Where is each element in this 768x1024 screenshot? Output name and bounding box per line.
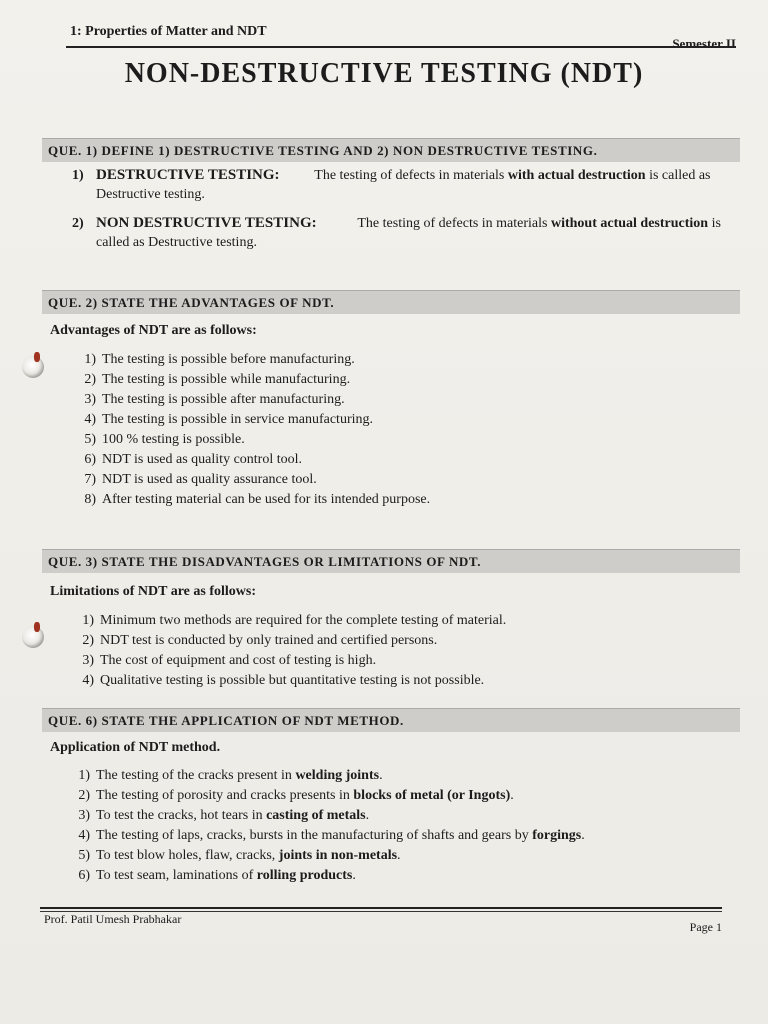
definition-bold: without actual destruction — [550, 216, 709, 231]
definition-term: NON DESTRUCTIVE TESTING: — [96, 215, 317, 231]
definition-text-end: is called as Destructive testing. — [96, 216, 721, 250]
definition-text: The testing of defects in materials — [314, 168, 508, 183]
list-item: 2) The testing is possible while manufacturing. — [84, 372, 351, 387]
page-title: NON-DESTRUCTIVE TESTING (NDT) — [124, 58, 644, 89]
advantages-list — [76, 350, 430, 510]
definition-term: DESTRUCTIVE TESTING: — [96, 167, 280, 183]
header-semester: Semester II — [672, 36, 736, 51]
definition-number: 2) — [72, 216, 84, 231]
definition-text: The testing of defects in materials — [357, 216, 551, 231]
definition-item — [72, 166, 722, 204]
footer-page-number: Page 1 — [689, 920, 722, 934]
question-6-subheading: Application of NDT method. — [50, 740, 221, 755]
list-item: 3) To test the cracks, hot tears in casting of metals. — [78, 808, 370, 823]
list-item: 5) 100 % testing is possible. — [84, 432, 245, 447]
definition-number: 1) — [72, 168, 84, 183]
punch-hole-icon — [22, 626, 44, 648]
question-2-heading: QUE. 2) STATE THE ADVANTAGES OF NDT. — [42, 290, 740, 314]
list-item: 4) The testing is possible in service manufacturing. — [84, 412, 373, 427]
list-item: 2) The testing of porosity and cracks presents in blocks of metal (or Ingots). — [78, 788, 514, 803]
footer-author: Prof. Patil Umesh Prabhakar — [44, 912, 182, 926]
question-3-subheading: Limitations of NDT are as follows: — [50, 584, 256, 599]
list-item: 8) After testing material can be used for its intended purpose. — [84, 492, 431, 507]
question-3-heading: QUE. 3) STATE THE DISADVANTAGES OR LIMITATIONS OF NDT. — [42, 549, 740, 573]
definition-list — [72, 166, 722, 260]
header-rule — [66, 46, 736, 48]
list-item: 1) The testing of the cracks present in welding joints. — [78, 768, 383, 783]
list-item: 5) To test blow holes, flaw, cracks, joints in non-metals. — [78, 848, 401, 863]
list-item: 1) Minimum two methods are required for the complete testing of material. — [82, 613, 507, 628]
header-unit-title: 1: Properties of Matter and NDT — [70, 24, 267, 39]
list-item: 4) Qualitative testing is possible but quantitative testing is not possible. — [82, 673, 485, 688]
definition-item — [72, 214, 722, 252]
punch-hole-icon — [22, 356, 44, 378]
applications-list — [70, 766, 585, 886]
list-item: 7) NDT is used as quality assurance tool. — [84, 472, 317, 487]
footer-rule — [40, 907, 722, 909]
list-item: 6) NDT is used as quality control tool. — [84, 452, 302, 467]
question-1-heading: QUE. 1) DEFINE 1) DESTRUCTIVE TESTING AND 2) NON DESTRUCTIVE TESTING. — [42, 138, 740, 162]
limitations-list — [74, 611, 506, 691]
list-item: 1) The testing is possible before manufacturing. — [84, 352, 355, 367]
question-2-subheading: Advantages of NDT are as follows: — [50, 323, 257, 338]
list-item: 3) The testing is possible after manufacturing. — [84, 392, 345, 407]
list-item: 3) The cost of equipment and cost of testing is high. — [82, 653, 377, 668]
definition-bold: with actual destruction — [507, 168, 646, 183]
list-item: 2) NDT test is conducted by only trained and certified persons. — [82, 633, 438, 648]
list-item: 4) The testing of laps, cracks, bursts in the manufacturing of shafts and gears by forgings. — [78, 828, 585, 843]
question-6-heading: QUE. 6) STATE THE APPLICATION OF NDT METHOD. — [42, 708, 740, 732]
list-item: 6) To test seam, laminations of rolling products. — [78, 868, 356, 883]
definition-text-end: is called as Destructive testing. — [96, 168, 711, 202]
